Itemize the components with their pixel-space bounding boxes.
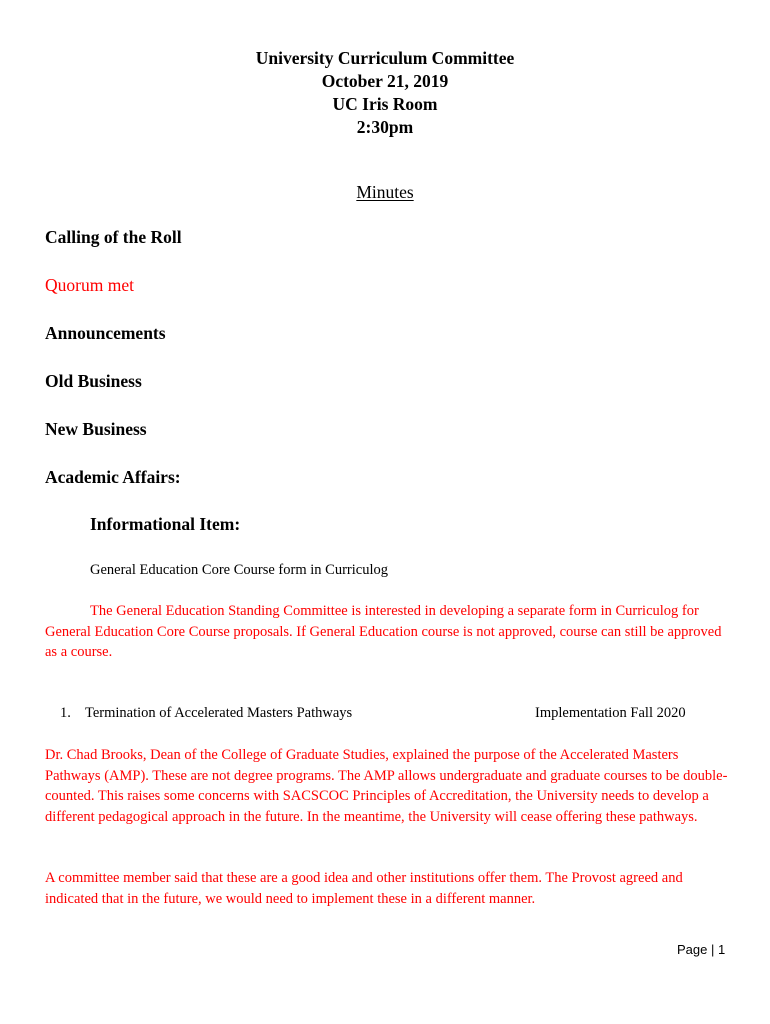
announcements-heading: Announcements xyxy=(45,323,166,343)
new-business-heading: New Business xyxy=(45,419,147,439)
discussion-paragraph-1: Dr. Chad Brooks, Dean of the College of Graduate Studies, explained the purpose of the Accelerated Masters Pathways (AMP). These are not degree programs. The AMP allows undergraduate and graduate courses to be double-counted. This raises some concerns with SACSCOC Principles of Accreditation, the University needs to develop a different pedagogical approach in the future. In the meantime, the University will cease offering these pathways. xyxy=(45,747,728,825)
agenda-item-implementation: Implementation Fall 2020 xyxy=(535,705,686,721)
informational-item-text: General Education Core Course form in Curriculog xyxy=(90,562,388,578)
discussion-paragraph-2: A committee member said that these are a good idea and other institutions offer them. The Provost agreed and indicated that in the future, we would need to implement these in a different manner. xyxy=(45,870,683,907)
old-business-heading: Old Business xyxy=(45,371,142,391)
informational-item-heading: Informational Item: xyxy=(90,514,241,534)
academic-affairs-heading: Academic Affairs: xyxy=(45,467,181,487)
roll-call-heading: Calling of the Roll xyxy=(45,227,182,247)
committee-name: University Curriculum Committee xyxy=(255,48,515,68)
meeting-date: October 21, 2019 xyxy=(321,71,449,91)
meeting-room: UC Iris Room xyxy=(332,94,438,114)
quorum-note: Quorum met xyxy=(45,275,134,295)
agenda-item-title: Termination of Accelerated Masters Pathways xyxy=(85,705,353,721)
document-header xyxy=(0,47,770,139)
agenda-item-number: 1. xyxy=(60,705,71,721)
meeting-time: 2:30pm xyxy=(356,117,414,137)
agenda-item-1 xyxy=(60,705,700,722)
minutes-title: Minutes xyxy=(356,182,414,202)
informational-note xyxy=(45,601,735,663)
page-number: Page | 1 xyxy=(677,942,726,957)
informational-note-text: The General Education Standing Committee is interested in developing a separate form in Curriculog for General Education Core Course proposals. If General Education course is not approved, course can still be approved as a course. xyxy=(45,603,722,660)
